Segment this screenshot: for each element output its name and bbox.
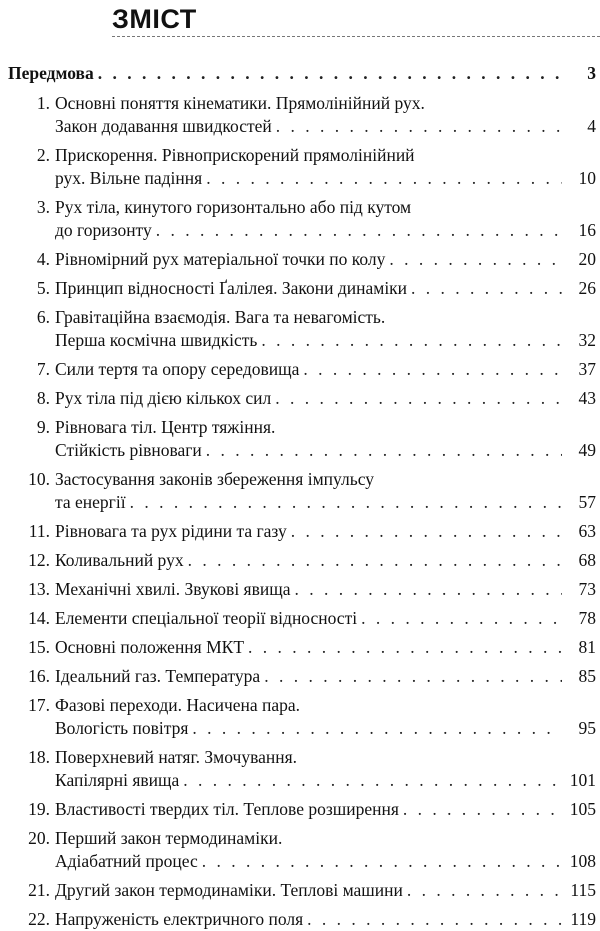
dot-leader [183,769,562,792]
toc-entry-number: 8. [36,388,50,408]
toc-entry-line [55,520,600,543]
toc-entry-page: 63 [578,521,596,541]
toc-entry-title: Сили тертя та опору середовища [55,359,300,379]
toc-entry-page: 20 [578,249,596,269]
toc-entry-title: Адіабатний процес [55,851,198,871]
toc-entry-body [34,248,600,271]
toc-entry-number: 16. [28,666,50,686]
toc-entry-title: Перша космічна швидкість [55,330,258,350]
toc-entry-number: 15. [28,637,50,657]
toc-entry-title: Механічні хвилі. Звукові явища [55,579,291,599]
page-title: ЗМІСТ [112,4,197,34]
dot-leader [361,607,562,630]
toc-entry[interactable] [0,277,600,300]
toc-entry-title: Другий закон термодинаміки. Теплові машини [55,880,403,900]
toc-entry-title: Рівновага тіл. Центр тяжіння. [55,417,276,437]
dot-leader [264,665,562,688]
toc-entry-line [55,416,600,439]
toc-entry-title: Фазові переходи. Насичена пара. [55,695,301,715]
toc-entry-number: 18. [28,747,50,767]
dot-leader [307,908,562,931]
dot-leader [407,879,562,902]
toc-entry-title: Гравітаційна взаємодія. Вага та невагомість. [55,307,386,327]
toc-entry-body [34,549,600,572]
toc-entry-body [34,908,600,931]
toc-entry-title: Рівномірний рух матеріальної точки по колу [55,249,386,269]
toc-entry-number: 6. [36,307,50,327]
toc-entry-number: 19. [28,799,50,819]
toc-entry-line [55,908,600,931]
toc-entry-body [34,92,600,138]
toc-entry-line [55,387,600,410]
toc-entry-page: 43 [578,388,596,408]
toc-entry-body [34,665,600,688]
toc-entry-title: Рух тіла, кинутого горизонтально або під кутом [55,197,412,217]
toc-entry-line [55,115,600,138]
toc-entry-line [55,167,600,190]
toc-entry[interactable] [0,306,600,352]
toc-entry[interactable] [0,416,600,462]
toc-entry-line [55,196,600,219]
toc-entry-number: 17. [28,695,50,715]
toc-entry-title: Закон додавання швидкостей [55,116,272,136]
toc-entry-line [55,439,600,462]
toc-entry-body [34,358,600,381]
toc-entry-title: до горизонту [55,220,152,240]
toc-entry-title: Коливальний рух [55,550,184,570]
toc-entry-page: 119 [570,909,596,929]
toc-entry-line [55,491,600,514]
dot-leader [303,358,562,381]
toc-entry-line [55,306,600,329]
dot-leader [130,491,562,514]
dot-leader [403,798,562,821]
toc-entry-body [34,746,600,792]
toc-entry-title: Капілярні явища [55,770,180,790]
toc-entry-number: 1. [36,93,50,113]
toc-entry-body [34,879,600,902]
toc-entry-body [34,520,600,543]
toc-entry[interactable] [0,196,600,242]
toc-entry-number: 10. [28,469,50,489]
toc-entry[interactable] [0,607,600,630]
dot-leader [98,62,562,85]
dot-leader [248,636,562,659]
toc-entry-number: 4. [36,249,50,269]
toc-entry-number: 2. [36,145,50,165]
dot-leader [294,578,562,601]
toc-entry-line [55,879,600,902]
dot-leader [389,248,562,271]
toc-entry-title: Напруженість електричного поля [55,909,304,929]
toc-entry-page: 95 [578,718,596,738]
dot-leader [275,387,562,410]
toc-entry-page: 32 [578,330,596,350]
toc-entry-line [55,277,600,300]
toc-entry-title: Стійкість рівноваги [55,440,202,460]
toc-entry-number: 21. [28,880,50,900]
toc-entry-title: Рух тіла під дією кількох сил [55,388,272,408]
toc-entry[interactable] [0,387,600,410]
toc-entry-title: Прискорення. Рівноприскорений прямолінійний [55,145,415,165]
toc-entry[interactable] [0,248,600,271]
toc-entry-title: та енергії [55,492,126,512]
dot-leader [276,115,562,138]
toc-entry-page: 85 [578,666,596,686]
dot-leader [206,167,562,190]
toc-entry-number: 5. [36,278,50,298]
toc-entry[interactable] [0,694,600,740]
toc-entry-body [34,416,600,462]
toc-entry-line [55,144,600,167]
toc-entry-body [34,306,600,352]
toc-entry-line [55,665,600,688]
toc-entry-body [34,144,600,190]
dot-leader [192,717,562,740]
toc-entry-page: 78 [578,608,596,628]
toc-entry-line [55,694,600,717]
toc-entry-title: Властивості твердих тіл. Теплове розширення [55,799,399,819]
toc-entry-number: 12. [28,550,50,570]
toc-entry-line [55,219,600,242]
dot-leader [156,219,562,242]
toc-entry-line [55,827,600,850]
toc-entry-body [34,196,600,242]
toc-entry-title: Основні положення МКТ [55,637,245,657]
toc-entry-page: 108 [569,851,596,871]
toc-entry-page: 101 [569,770,596,790]
toc-entry-line [55,717,600,740]
toc-entry[interactable] [0,578,600,601]
toc-entry[interactable] [0,92,600,138]
toc-entry-title: Застосування законів збереження імпульсу [55,469,374,489]
toc-entry-line [55,607,600,630]
title-divider [112,36,600,37]
toc-entry-page: 81 [578,637,596,657]
toc-entry[interactable] [0,520,600,543]
toc-entry[interactable] [0,827,600,873]
toc-entry-line [55,329,600,352]
toc-entry[interactable] [0,665,600,688]
toc-entry-preface[interactable] [0,62,600,85]
toc-entry-title: рух. Вільне падіння [55,168,203,188]
toc-entry-number: 3. [36,197,50,217]
toc-entry-page: 49 [578,440,596,460]
toc-entry-body [34,277,600,300]
dot-leader [261,329,562,352]
toc-entry-body [34,387,600,410]
toc-entry-line [55,549,600,572]
toc-entry[interactable] [0,908,600,931]
toc-entry-line [55,769,600,792]
toc-entry-line [55,578,600,601]
toc-entry-number: 11. [28,521,50,541]
dot-leader [291,520,562,543]
toc-entry[interactable] [0,746,600,792]
toc-entry-line [55,358,600,381]
toc-entry[interactable] [0,358,600,381]
toc-entry[interactable] [0,798,600,821]
toc-entry-page: 4 [587,116,596,136]
toc-entry-title: Поверхневий натяг. Змочування. [55,747,298,767]
toc-entry-page: 68 [578,550,596,570]
toc-entry-line [55,248,600,271]
toc-entry[interactable] [0,549,600,572]
toc-entry-body [34,578,600,601]
toc-entry-number: 14. [28,608,50,628]
toc-entry-page: 37 [578,359,596,379]
toc-entry-page: 115 [570,880,596,900]
toc-entry-title: Ідеальний газ. Температура [55,666,261,686]
toc-entry-line [55,92,600,115]
toc-entry[interactable] [0,468,600,514]
toc-entry-page: 10 [578,168,596,188]
toc-entry-body [34,636,600,659]
toc-entry[interactable] [0,144,600,190]
toc-entry[interactable] [0,879,600,902]
toc-entry-title: Основні поняття кінематики. Прямолінійний рух. [55,93,425,113]
toc-entry-number: 9. [36,417,50,437]
toc-entry-number: 20. [28,828,50,848]
toc-entry-page: 105 [569,799,596,819]
toc-entry-page: 3 [587,63,596,83]
toc-entry-line [8,62,600,85]
toc-entry-line [55,850,600,873]
toc-entries-list [0,92,600,931]
dot-leader [206,439,562,462]
table-of-contents [0,62,600,931]
toc-entry-title: Перший закон термодинаміки. [55,828,283,848]
toc-entry[interactable] [0,636,600,659]
toc-entry-line [55,636,600,659]
toc-entry-number: 13. [28,579,50,599]
toc-entry-page: 73 [578,579,596,599]
toc-entry-line [55,798,600,821]
toc-entry-line [55,746,600,769]
toc-entry-title: Передмова [8,63,94,83]
toc-entry-title: Елементи спеціальної теорії відносності [55,608,358,628]
dot-leader [411,277,562,300]
toc-entry-title: Рівновага та рух рідини та газу [55,521,287,541]
toc-entry-body [34,468,600,514]
toc-entry-body [34,694,600,740]
dot-leader [188,549,562,572]
toc-entry-page: 16 [578,220,596,240]
toc-entry-line [55,468,600,491]
toc-entry-body [34,827,600,873]
toc-entry-title: Принцип відносності Ґалілея. Закони динаміки [55,278,408,298]
toc-entry-title: Вологість повітря [55,718,189,738]
toc-entry-body [34,607,600,630]
dot-leader [202,850,562,873]
toc-entry-page: 26 [578,278,596,298]
toc-entry-page: 57 [578,492,596,512]
toc-entry-number: 7. [36,359,50,379]
toc-entry-body [34,798,600,821]
toc-entry-number: 22. [28,909,50,929]
